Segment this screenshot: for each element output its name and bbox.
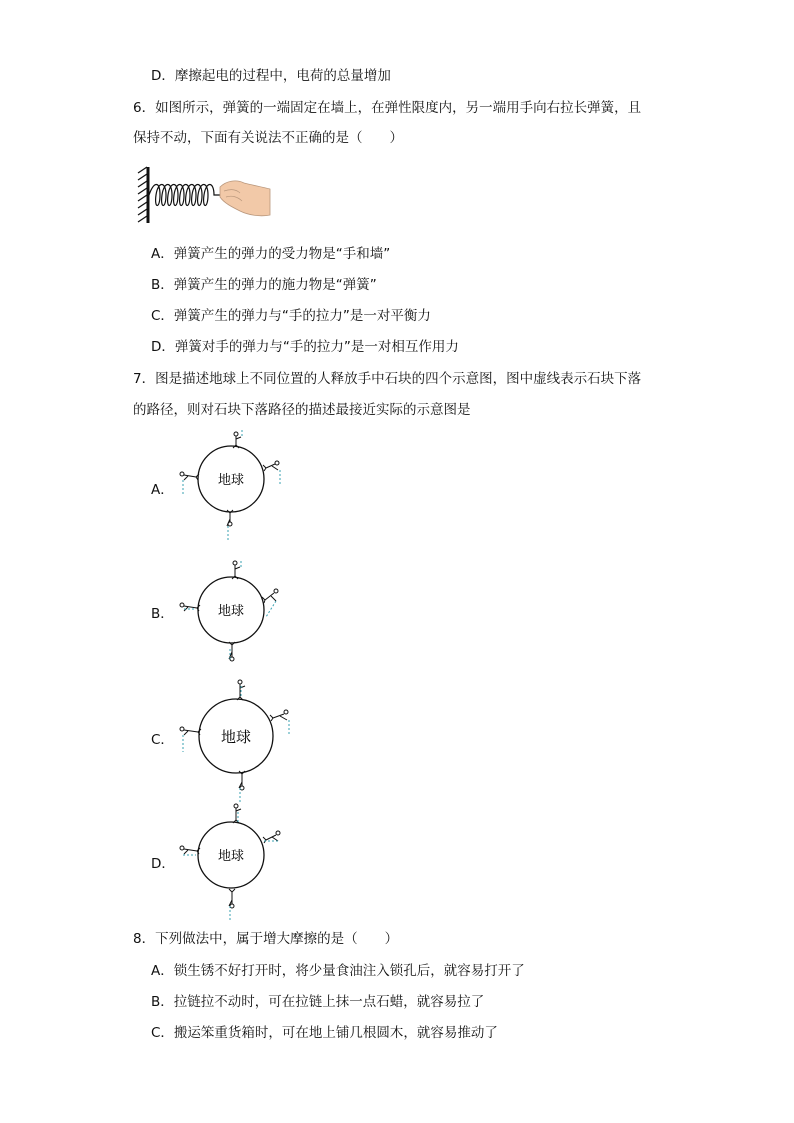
earth-figure-b: [172, 555, 292, 675]
earth-label-a: 地球: [217, 473, 245, 488]
q7-option-b-label: B．: [151, 606, 174, 622]
q8-option-b: B．拉链拉不动时，可在拉链上抹一点石蜡，就容易拉了: [151, 994, 485, 1010]
earth-figure-a: [172, 426, 292, 546]
q6-option-b: B．弹簧产生的弹力的施力物是“弹簧”: [151, 277, 377, 293]
q7-stem-line2: 的路径，则对石块下落路径的描述最接近实际的示意图是: [133, 402, 471, 418]
earth-figure-c: [172, 676, 296, 806]
q6-stem-line2: 保持不动，下面有关说法不正确的是（ ）: [133, 130, 403, 146]
earth-label-c: 地球: [220, 728, 252, 746]
q6-option-c: C．弹簧产生的弹力与“手的拉力”是一对平衡力: [151, 308, 431, 324]
q6-stem-line1: 6．如图所示，弹簧的一端固定在墙上，在弹性限度内，另一端用手向右拉长弹簧，且: [133, 100, 642, 116]
q6-option-a: A．弹簧产生的弹力的受力物是“手和墙”: [151, 246, 391, 262]
spring-wall-hand-figure: [136, 163, 276, 227]
q5-option-d: D．摩擦起电的过程中，电荷的总量增加: [151, 68, 391, 84]
q8-stem: 8．下列做法中，属于增大摩擦的是（ ）: [133, 931, 399, 947]
earth-figure-d: [172, 800, 292, 924]
q7-option-d-label: D．: [151, 856, 175, 872]
q7-stem-line1: 7．图是描述地球上不同位置的人释放手中石块的四个示意图，图中虚线表示石块下落: [133, 371, 642, 387]
q6-option-d: D．弹簧对手的弹力与“手的拉力”是一对相互作用力: [151, 339, 459, 355]
earth-label-b: 地球: [217, 604, 245, 619]
q8-option-c: C．搬运笨重货箱时，可在地上铺几根圆木，就容易推动了: [151, 1025, 498, 1041]
q7-option-a-label: A．: [151, 482, 174, 498]
spring-coils: [149, 185, 220, 206]
hand-icon: [220, 181, 270, 216]
q7-option-c-label: C．: [151, 732, 174, 748]
q8-option-a: A．锁生锈不好打开时，将少量食油注入锁孔后，就容易打开了: [151, 963, 525, 979]
earth-label-d: 地球: [217, 849, 245, 864]
